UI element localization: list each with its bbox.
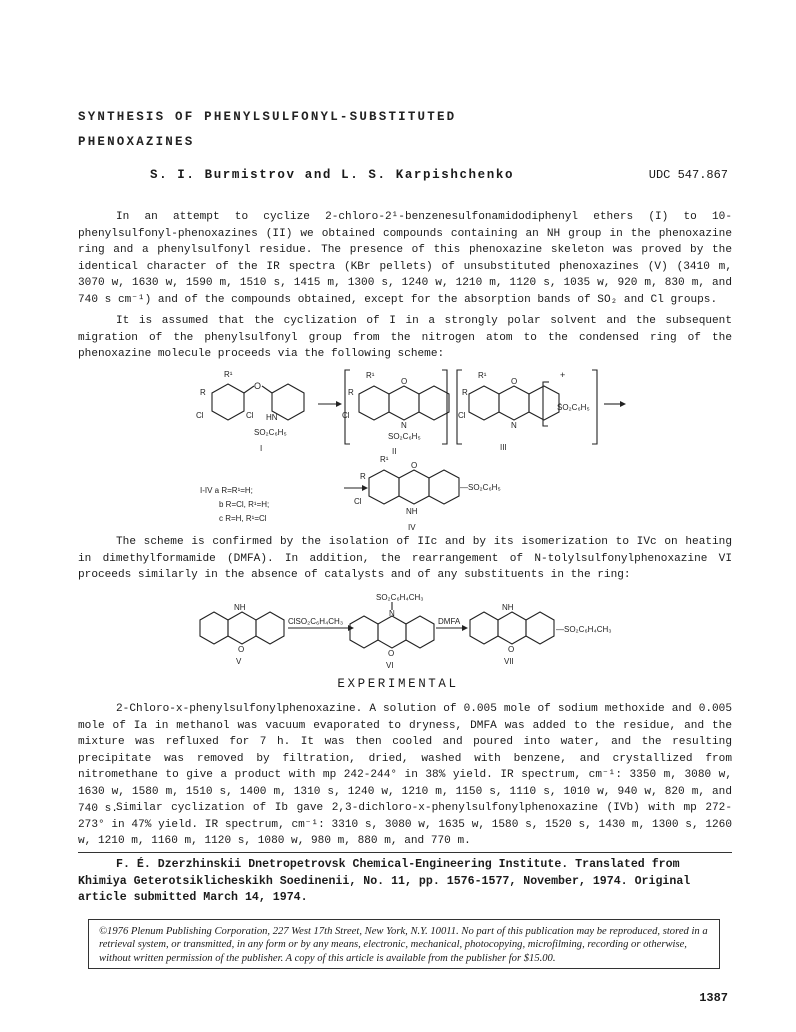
reagent-label: ClSO₂C₆H₄CH₃ <box>288 617 344 626</box>
legend-line-b: b R=Cl, R¹=H; <box>219 500 270 509</box>
arrowhead <box>362 485 368 491</box>
compound-label-II: II <box>392 447 397 456</box>
substituent-legend <box>200 486 269 523</box>
r-label: R <box>462 388 468 397</box>
nh-label: NH <box>406 507 418 516</box>
r-label: R <box>360 472 366 481</box>
chloro-label: Cl <box>342 411 350 420</box>
compound-III-structure <box>458 370 590 452</box>
oxygen-label: O <box>511 377 518 386</box>
nitrogen-label: N <box>511 421 517 430</box>
oxygen-label: O <box>411 461 418 470</box>
r1-label: R¹ <box>366 371 375 380</box>
nh-label: NH <box>234 603 246 612</box>
hn-label: HN <box>266 413 278 422</box>
r-label: R <box>348 388 354 397</box>
affiliation-note: F. É. Dzerzhinskii Dnetropetrovsk Chemical-Engineering Institute. Translated from Khimiya Geterotsiklicheskikh Soedinenii, No. 11, pp. 1576-1577, November, 1974. Original article submitted March 14, 1974. <box>78 858 691 905</box>
oxygen-label: O <box>238 645 245 654</box>
bracket-right <box>442 370 447 444</box>
tosyl-label: SO₂C₆H₄CH₃ <box>376 593 424 602</box>
compound-IV-structure <box>354 455 501 532</box>
nh-label: NH <box>502 603 514 612</box>
copyright-notice: ©1976 Plenum Publishing Corporation, 227 West 17th Street, New York, N.Y. 10011. No part of this publication may be reproduced, stored in a retrieval system, or transmitted, in any form or by any means, electronic, mechanical, photocopying, microfilming, recording or otherwise, without written permission of the publisher. A copy of this article is available from the publisher for $15.00. <box>88 919 720 969</box>
legend-line-a: I-IV a R=R¹=H; <box>200 486 253 495</box>
compound-label-VI: VI <box>386 661 394 670</box>
confirmation-paragraph: The scheme is confirmed by the isolation of IIc and by its isomerization to IVc on heating in dimethylformamide (DMFA). In addition, the rearrangement of N-tolylsulfonylphenoxazine VI proceeds similarly in the absence of catalysts and of any substituents in the ring: <box>78 536 732 582</box>
compound-VII-structure <box>470 603 612 666</box>
arrowhead <box>348 625 354 631</box>
compound-label-IV: IV <box>408 523 416 532</box>
plus-charge: + <box>560 370 566 380</box>
arrowhead <box>620 401 626 407</box>
experimental-paragraph-2: Similar cyclization of Ib gave 2,3-dichloro-x-phenylsulfonylphenoxazine (IVb) with mp 272-273° in 47% yield. IR spectrum, cm⁻¹: 3310 s, 3080 w, 1635 w, 1580 s, 1520 s, 1430 m, 1300 s, 1260 w, 1210 m, 1160 m, 1120 s, 1080 w, 980 m, 880 m, and 770 m. <box>78 802 732 848</box>
oxygen-label: O <box>401 377 408 386</box>
sulfonyl-label: —SO₂C₆H₅ <box>460 483 501 492</box>
oxygen-label: O <box>254 381 262 391</box>
legend-line-c: c R=H, R¹=Cl <box>219 514 267 523</box>
reaction-scheme-1 <box>0 362 796 542</box>
r-label: R <box>200 388 206 397</box>
compound-label-VII: VII <box>504 657 514 666</box>
compound-I-structure <box>196 370 304 453</box>
divider-rule <box>78 852 732 853</box>
compound-label-V: V <box>236 657 242 666</box>
compound-VI-structure <box>350 593 434 670</box>
compound-label-III: III <box>500 443 507 452</box>
authors: S. I. Burmistrov and L. S. Karpishchenko <box>150 168 515 182</box>
compound-II-structure <box>342 371 449 456</box>
intro-paragraph: In an attempt to cyclize 2-chloro-2¹-benzenesulfonamidodiphenyl ethers (I) to 10-phenylsulfonyl-phenoxazines (II) we obtained compounds containing an NH group in the phenoxazine ring and a phenylsulfonyl residue. The presence of this phenoxazine skeleton was proved by the identical character of the IR spectra (KBr pellets) of unsubstituted phenoxazines (V) (3410 m, 3070 w, 1630 w, 1590 m, 1510 s, 1415 m, 1300 s, 1240 w, 1210 m, 1120 s, 1035 w, 920 m, 830 m, and 740 s cm⁻¹) and of the compounds obtained, except for the absorption bands of SO₂ and Cl groups. <box>78 211 732 306</box>
arrowhead <box>336 401 342 407</box>
chloro-label: Cl <box>458 411 466 420</box>
page-number: 1387 <box>699 991 728 1005</box>
article-title-line2: PHENOXAZINES <box>78 135 195 149</box>
experimental-paragraph-1: 2-Chloro-x-phenylsulfonylphenoxazine. A solution of 0.005 mole of sodium methoxide and 0.005 mole of Ia in methanol was vacuum evaporated to dryness, DMFA was added to the residue, and the mixture was refluxed for 7 h. It was then cooled and poured into water, and the resulting precipitate was removed by filtration, dried, washed with benzene, and crystallized from nitromethane to give a product with mp 242-244° in 38% yield. IR spectrum, cm⁻¹: 3350 m, 3080 w, 1630 w, 1580 m, 1510 s, 1400 m, 1310 s, 1240 w, 1210 m, 1150 s, 1110 s, 1010 w, 940 w, 820 m, and 740 s. <box>78 703 732 815</box>
oxygen-label: O <box>388 649 395 658</box>
nitrogen-label: N <box>401 421 407 430</box>
bracket-left <box>457 370 462 444</box>
bracket-left <box>345 370 350 444</box>
udc-code: UDC 547.867 <box>648 168 728 182</box>
chloro-label: Cl <box>196 411 204 420</box>
reaction-scheme-2 <box>0 592 796 672</box>
dmfa-label: DMFA <box>438 617 461 626</box>
bracket-right <box>592 370 597 444</box>
article-title-line1: SYNTHESIS OF PHENYLSULFONYL-SUBSTITUTED <box>78 110 457 124</box>
compound-V-structure <box>200 603 284 666</box>
compound-label-I: I <box>260 444 263 453</box>
scheme-intro-paragraph: It is assumed that the cyclization of I in a strongly polar solvent and the subsequent migration of the phenylsulfonyl group from the nitrogen atom to the condensed ring of the phenoxazine molecule proceeds via the following scheme: <box>78 315 732 361</box>
sulfonyl-anion-label: S̄O₂C₆H₅ <box>557 403 590 412</box>
chloro-label: Cl <box>354 497 362 506</box>
oxygen-label: O <box>508 645 515 654</box>
experimental-heading: EXPERIMENTAL <box>337 677 459 691</box>
sulfonyl-label: SO₂C₆H₅ <box>388 432 421 441</box>
r1-label: R¹ <box>224 370 233 379</box>
arrowhead <box>462 625 468 631</box>
r1-label: R¹ <box>478 371 487 380</box>
tosyl-label: —SO₂C₆H₄CH₃ <box>556 625 612 634</box>
nitrogen-label: N <box>389 609 395 618</box>
chloro-label: Cl <box>246 411 254 420</box>
r1-label: R¹ <box>380 455 389 464</box>
sulfonyl-label: SO₂C₆H₅ <box>254 428 287 437</box>
